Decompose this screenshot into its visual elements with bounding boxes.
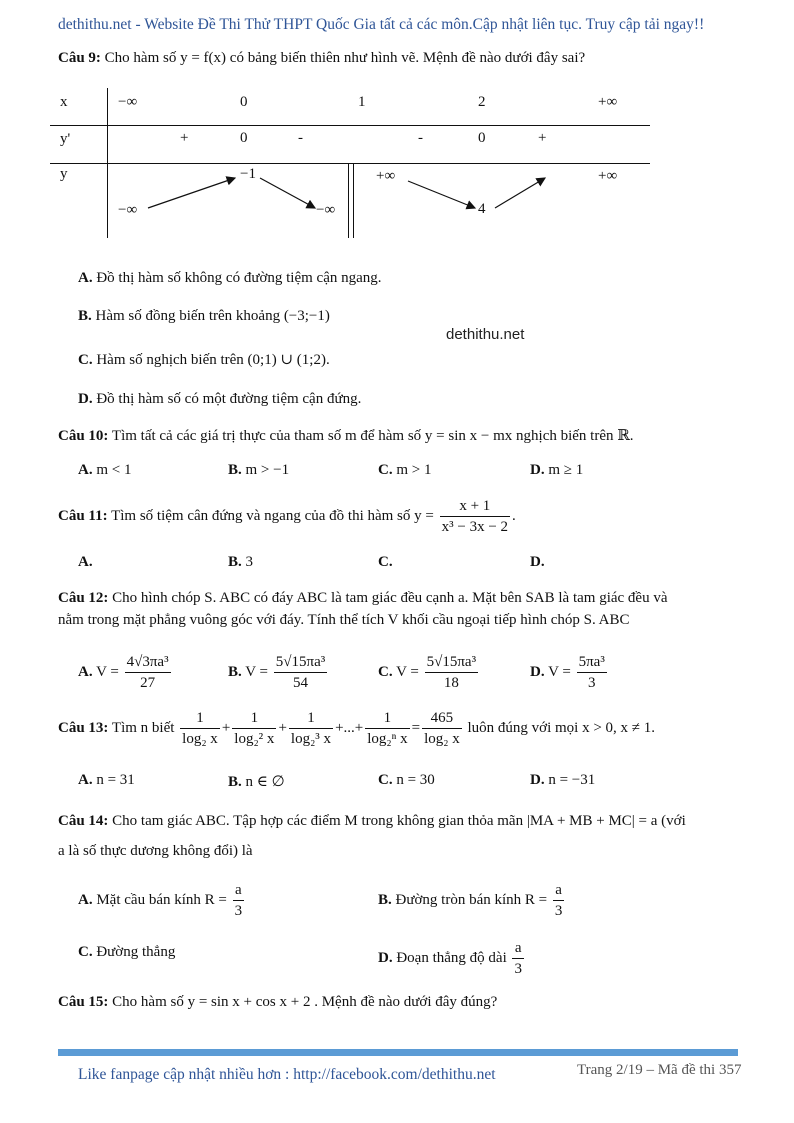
row-label-yprime: y' (60, 131, 71, 147)
option-label: A. (78, 462, 93, 478)
fraction (289, 708, 333, 749)
option-b (228, 462, 289, 479)
question-14-line2: a là số thực dương không đổi) là (58, 843, 253, 859)
option-text: n = 30 (396, 772, 435, 788)
question-label: Câu 12: (58, 590, 109, 606)
option-label: A. (78, 891, 93, 908)
option-c (78, 350, 330, 369)
option-b (228, 652, 329, 693)
option-text: Đoạn thẳng độ dài (396, 949, 507, 966)
option-text: Đồ thị hàm số không có đường tiệm cận ngang. (96, 270, 382, 286)
option-c (378, 652, 480, 693)
fraction (512, 938, 524, 979)
sign-value: + (180, 130, 189, 146)
option-label: A. (78, 772, 93, 788)
numerator: 1 (365, 708, 409, 729)
denominator: log₂ⁿ x (367, 731, 408, 747)
page-number: Trang 2/19 – Mã đề thi 357 (577, 1062, 742, 1078)
option-label: B. (378, 891, 392, 908)
sign-value: 0 (478, 130, 486, 146)
denominator: log₂ x (424, 731, 460, 747)
option-text: n ∈ ∅ (245, 774, 285, 790)
question-text: Cho hàm số y = f(x) có bảng biến thiên như hình vẽ. Mệnh đề nào dưới đây sai? (104, 50, 586, 66)
watermark: dethithu.net (446, 326, 525, 343)
question-text: Cho hàm số y = sin x + cos x + 2 . Mệnh đề nào dưới đây đúng? (112, 994, 498, 1010)
ellipsis: +...+ (335, 719, 364, 736)
option-c (378, 772, 435, 789)
question-label: Câu 15: (58, 994, 109, 1010)
question-12 (58, 590, 668, 607)
option-a (78, 554, 93, 571)
x-value: 0 (240, 94, 248, 110)
question-label: Câu 11: (58, 507, 108, 524)
sign-value: + (538, 130, 547, 146)
option-label: D. (530, 772, 545, 788)
option-text: Đường tròn bán kính R = (395, 891, 548, 908)
question-text-cont: (với (661, 813, 686, 829)
denominator: 54 (293, 675, 309, 691)
option-label: C. (78, 352, 93, 368)
question-10 (58, 426, 633, 445)
option-a (78, 270, 382, 287)
option-b (228, 772, 285, 791)
option-label: A. (78, 270, 93, 286)
question-label: Câu 13: (58, 719, 109, 736)
numerator: 5√15πa³ (425, 652, 478, 673)
x-value: 2 (478, 94, 486, 110)
option-a (78, 772, 135, 789)
option-label: D. (78, 391, 93, 407)
fraction (365, 708, 409, 749)
option-d (530, 554, 545, 571)
denominator: log₂² x (234, 731, 275, 747)
option-label: C. (378, 772, 393, 788)
option-label: B. (228, 462, 242, 478)
footer-divider (58, 1049, 738, 1056)
option-text: Hàm số nghịch biến trên (0;1) ∪ (1;2). (96, 352, 330, 368)
sign-value: 0 (240, 130, 248, 146)
row-label-x: x (60, 94, 68, 110)
variation-arrows (50, 88, 650, 238)
equals-sign: = (411, 719, 421, 736)
option-text: n = 31 (96, 772, 135, 788)
option-a (78, 652, 173, 693)
option-c (378, 554, 393, 571)
vector-condition: |MA + MB + MC| = a (526, 813, 658, 829)
option-text: m < 1 (96, 462, 132, 478)
option-b (78, 308, 330, 325)
decreasing-arrow (408, 181, 475, 208)
increasing-arrow (495, 178, 545, 208)
option-label: C. (378, 462, 393, 478)
question-label: Câu 14: (58, 813, 109, 829)
option-label: D. (530, 663, 545, 680)
option-label: A. (78, 554, 93, 570)
formula-lhs: V = (396, 663, 419, 680)
fraction (577, 652, 607, 693)
option-d (530, 772, 595, 789)
y-value: −∞ (316, 202, 336, 218)
option-text: m ≥ 1 (548, 462, 584, 478)
option-text: Đồ thị hàm số có một đường tiệm cận đứng. (96, 391, 362, 407)
y-value: −1 (240, 166, 256, 182)
option-label: C. (378, 663, 393, 680)
option-text: 3 (245, 554, 254, 570)
fraction (232, 708, 276, 749)
option-label: C. (378, 554, 393, 570)
sign-value: - (298, 130, 303, 146)
formula-tail: . (512, 507, 516, 524)
row-label-y: y (60, 166, 68, 182)
option-label: D. (530, 462, 545, 478)
option-text: m > 1 (396, 462, 432, 478)
decreasing-arrow (260, 178, 315, 208)
fraction (422, 708, 462, 749)
y-value: −∞ (118, 202, 138, 218)
formula-lhs: V = (96, 663, 119, 680)
denominator: log₂ x (182, 731, 218, 747)
question-tail: luôn đúng với mọi x > 0, x ≠ 1. (467, 719, 656, 736)
page-header: dethithu.net - Website Đề Thi Thử THPT Quốc Gia tất cả các môn.Cập nhật liên tục. Truy cập tải ngay!! (58, 16, 705, 33)
fraction (233, 880, 245, 921)
option-a (78, 880, 246, 921)
numerator: 1 (232, 708, 276, 729)
variation-table (50, 88, 650, 238)
option-text: n = −31 (548, 772, 596, 788)
denominator: 3 (587, 675, 596, 691)
denominator: log₂³ x (290, 731, 332, 747)
question-text: Tìm số tiệm cân đứng và ngang của đồ thi hàm số (111, 507, 411, 524)
numerator: a (512, 938, 524, 959)
question-13 (58, 708, 655, 749)
question-text: Tìm n biết (111, 719, 175, 736)
denominator: 18 (443, 675, 459, 691)
question-label: Câu 9: (58, 50, 101, 66)
fraction (553, 880, 565, 921)
question-12-line2: nằm trong mặt phẳng vuông góc với đáy. Tính thể tích V khối cầu ngoại tiếp hình chóp S. ABC (58, 612, 630, 628)
formula-lhs: V = (245, 663, 269, 680)
option-b (378, 880, 566, 921)
numerator: 5πa³ (577, 652, 607, 673)
option-text: Đường thẳng (96, 944, 176, 960)
question-label: Câu 10: (58, 428, 109, 444)
numerator: 5√15πa³ (274, 652, 327, 673)
fraction (440, 496, 510, 537)
option-d (78, 391, 361, 408)
footer-link[interactable]: Like fanpage cập nhật nhiều hơn : http://facebook.com/dethithu.net (78, 1066, 496, 1083)
fraction (425, 652, 478, 693)
plus-sign: + (221, 719, 231, 736)
increasing-arrow (148, 178, 235, 208)
numerator: 1 (289, 708, 333, 729)
question-9 (58, 50, 585, 67)
option-label: B. (228, 774, 242, 790)
fraction (125, 652, 171, 693)
denominator: 3 (234, 903, 243, 919)
y-value: +∞ (376, 168, 396, 184)
option-label: B. (228, 663, 242, 680)
option-label: A. (78, 663, 93, 680)
numerator: a (233, 880, 245, 901)
question-text: Tìm tất cả các giá trị thực của tham số m để hàm số y = sin x − mx nghịch biến trên ℝ. (111, 428, 634, 444)
y-value: 4 (478, 201, 486, 217)
option-b (228, 554, 253, 571)
x-value: 1 (358, 94, 366, 110)
y-value: +∞ (598, 168, 618, 184)
denominator: 3 (514, 961, 522, 977)
option-label: D. (378, 949, 393, 966)
question-text: Cho hình chóp S. ABC có đáy ABC là tam giác đều cạnh a. Mặt bên SAB là tam giác đều và (112, 590, 668, 606)
option-text: m > −1 (245, 462, 290, 478)
denominator: 27 (140, 675, 156, 691)
denominator: 3 (554, 903, 563, 919)
option-text: Mặt cầu bán kính R = (96, 891, 227, 908)
formula-lhs: y = (414, 507, 434, 524)
option-label: B. (78, 308, 92, 324)
sign-value: - (418, 130, 423, 146)
option-c (78, 944, 175, 961)
option-d (378, 938, 526, 979)
question-text: Cho tam giác ABC. Tập hợp các điểm M trong không gian thỏa mãn (112, 813, 524, 829)
question-14 (58, 813, 686, 830)
question-15 (58, 994, 497, 1011)
question-11 (58, 496, 516, 537)
option-d (530, 462, 583, 479)
option-d (530, 652, 609, 693)
fraction (180, 708, 220, 749)
plus-sign: + (278, 719, 287, 736)
option-text: Hàm số đồng biến trên khoảng (−3;−1) (95, 308, 330, 324)
denominator: x³ − 3x − 2 (441, 519, 509, 535)
x-value: +∞ (598, 94, 618, 110)
option-label: D. (530, 554, 545, 570)
fraction (274, 652, 327, 693)
option-c (378, 462, 431, 479)
formula-lhs: V = (548, 663, 571, 680)
numerator: x + 1 (440, 496, 510, 517)
option-a (78, 462, 131, 479)
x-value: −∞ (118, 94, 138, 110)
option-label: B. (228, 554, 242, 570)
numerator: a (553, 880, 565, 901)
option-label: C. (78, 944, 93, 960)
numerator: 4√3πa³ (125, 652, 171, 673)
numerator: 1 (180, 708, 220, 729)
numerator: 465 (422, 708, 462, 729)
